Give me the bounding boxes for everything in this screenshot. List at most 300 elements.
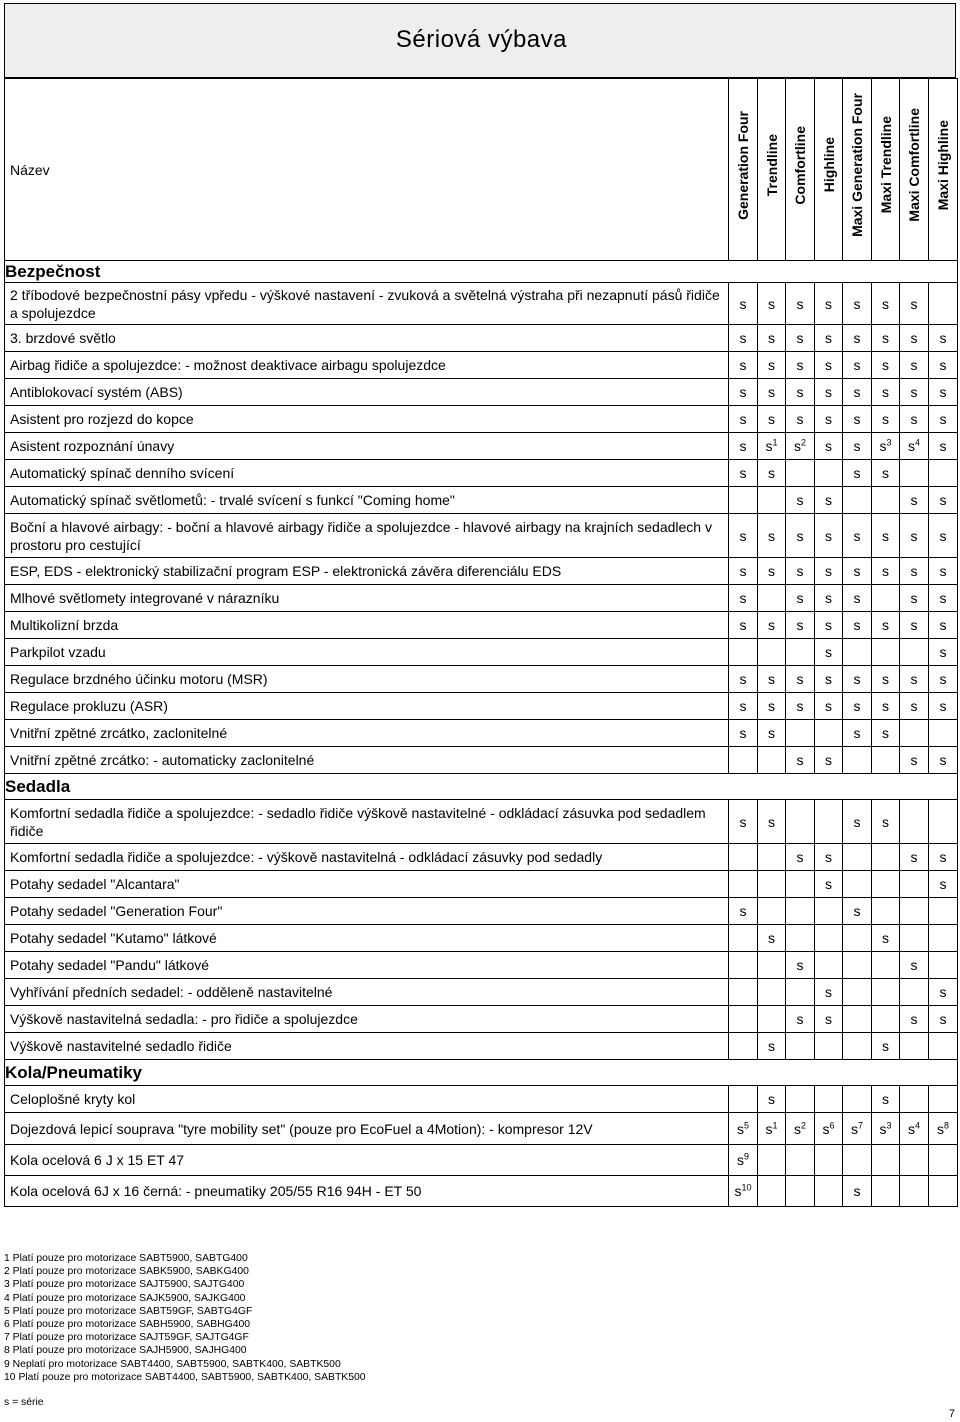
availability-cell [786,639,815,666]
footnote: 7 Platí pouze pro motorizace SAJT59GF, SAJTG4GF [4,1332,249,1344]
availability-cell [786,325,815,352]
availability-cell [786,379,815,406]
availability-cell [900,1145,929,1176]
availability-cell [758,693,786,720]
feature-name: Automatický spínač světlometů: - trvalé svícení s funkcí "Coming home" [5,487,729,514]
column-label: Maxi Highline [935,119,951,211]
availability-cell [815,898,843,925]
footnote: 1 Platí pouze pro motorizace SABT5900, SABTG400 [4,1253,248,1264]
footnote: 5 Platí pouze pro motorizace SABT59GF, SABTG4GF [4,1305,253,1317]
availability-cell [872,612,900,639]
table-row [5,1086,958,1113]
feature-name: Komfortní sedadla řidiče a spolujezdce: - výškově nastavitelná - odkládací zásuvky pod sedadly [5,844,729,871]
availability-cell [929,639,958,666]
feature-name: Mlhové světlomety integrované v nárazníku [5,585,729,612]
availability-cell [815,666,843,693]
availability-mark: s [796,330,804,346]
availability-cell [900,352,929,379]
availability-cell [815,514,843,558]
column-header-maxi-trendline [872,79,900,261]
availability-mark: s [796,295,804,312]
feature-name: Potahy sedadel "Kutamo" látkové [5,925,729,952]
availability-mark: s [853,617,861,633]
availability-cell [872,720,900,747]
availability-mark: s [939,384,947,400]
availability-mark: s [825,752,832,768]
availability-cell [900,379,929,406]
availability-mark: s [739,465,747,481]
availability-cell [929,1006,958,1033]
availability-cell [758,898,786,925]
table-row [5,871,958,898]
availability-cell [872,1033,900,1060]
availability-cell [786,514,815,558]
table-row [5,1145,958,1176]
equipment-table [4,78,958,1207]
availability-mark: s [768,411,775,427]
table-row [5,720,958,747]
availability-cell [843,352,872,379]
feature-name: Parkpilot vzadu [5,639,729,666]
availability-cell [900,1113,929,1145]
availability-cell [758,487,786,514]
availability-mark: s [910,411,918,427]
availability-cell [900,639,929,666]
availability-cell [929,283,958,325]
availability-cell [758,952,786,979]
availability-cell [729,747,758,774]
availability-cell [900,406,929,433]
table-row [5,800,958,844]
availability-cell [758,844,786,871]
availability-cell [729,460,758,487]
availability-mark: s [739,563,747,579]
availability-cell [843,585,872,612]
availability-mark: s [853,411,861,427]
availability-mark: s [939,438,947,454]
availability-cell [929,460,958,487]
availability-mark: s [939,357,947,373]
footnote-ref: 8 [943,1119,949,1130]
availability-cell [900,871,929,898]
availability-cell [815,1033,843,1060]
availability-cell [758,406,786,433]
availability-mark: s [853,590,861,606]
availability-cell [758,433,786,460]
availability-cell [729,612,758,639]
feature-name: Celoplošné kryty kol [5,1086,729,1113]
availability-mark: s [822,1120,830,1137]
feature-name: Airbag řidiče a spolujezdce: - možnost deaktivace airbagu spolujezdce [5,352,729,379]
availability-cell [900,1176,929,1207]
footnote-ref: 5 [743,1119,749,1130]
availability-mark: s [739,527,747,544]
availability-cell [786,558,815,585]
availability-mark: s [768,527,775,544]
table-row [5,460,958,487]
availability-mark: s [825,295,832,312]
column-header-highline [815,79,843,261]
availability-cell [929,433,958,460]
availability-cell [758,639,786,666]
availability-mark: s [796,1011,804,1027]
availability-cell [900,666,929,693]
availability-cell [729,720,758,747]
availability-cell [929,747,958,774]
availability-cell [843,1145,872,1176]
availability-mark: s [939,849,947,865]
availability-cell [900,558,929,585]
availability-cell [758,1113,786,1145]
availability-mark: s [939,617,947,633]
availability-cell [815,487,843,514]
availability-cell [758,871,786,898]
availability-cell [758,1006,786,1033]
availability-cell [872,379,900,406]
availability-mark: s [910,752,918,768]
availability-mark: s [853,563,861,579]
availability-cell [729,487,758,514]
feature-name: Boční a hlavové airbagy: - boční a hlavové airbagy řidiče a spolujezdce - hlavové airbagy na krajních sedadlech v prostoru pro cestující [5,514,729,558]
feature-name: Kola ocelová 6J x 16 černá: - pneumatiky 205/55 R16 94H - ET 50 [5,1176,729,1207]
availability-cell [786,800,815,844]
footnote: 3 Platí pouze pro motorizace SAJT5900, SAJTG400 [4,1279,245,1291]
availability-cell [786,487,815,514]
availability-cell [872,406,900,433]
availability-cell [929,1176,958,1207]
section-heading: Sedadla [5,774,958,800]
table-row [5,585,958,612]
availability-cell [843,283,872,325]
availability-cell [843,379,872,406]
availability-cell [729,1145,758,1176]
availability-mark: s [739,330,747,346]
availability-mark: s [853,330,861,346]
footnote-ref: 9 [743,1151,749,1162]
availability-cell [900,747,929,774]
footnote: 8 Platí pouze pro motorizace SAJH5900, SAJHG400 [4,1345,247,1357]
availability-cell [786,693,815,720]
table-row [5,952,958,979]
availability-mark: s [882,930,889,946]
availability-cell [872,1006,900,1033]
availability-cell [786,1113,815,1145]
availability-cell [843,1176,872,1207]
footnote-ref: 10 [741,1182,752,1193]
availability-mark: s [796,411,804,427]
table-row [5,558,958,585]
availability-cell [729,952,758,979]
availability-mark: s [796,590,804,606]
feature-name: Antiblokovací systém (ABS) [5,379,729,406]
footnote-ref: 4 [914,437,920,448]
table-row [5,693,958,720]
availability-cell [872,747,900,774]
availability-cell [929,1033,958,1060]
table-row [5,1113,958,1145]
availability-mark: s [939,411,947,427]
availability-mark: s [910,617,918,633]
availability-cell [900,612,929,639]
table-row [5,898,958,925]
availability-mark: s [939,671,947,687]
availability-cell [929,898,958,925]
availability-cell [843,639,872,666]
availability-cell [929,585,958,612]
availability-mark: s [853,671,861,687]
availability-cell [843,612,872,639]
availability-cell [786,1006,815,1033]
title-banner [4,3,956,78]
column-label: Highline [820,137,837,193]
availability-cell [786,979,815,1006]
availability-mark: s [939,644,947,660]
availability-mark: s [853,725,861,741]
availability-cell [929,952,958,979]
availability-cell [872,844,900,871]
availability-cell [815,639,843,666]
availability-cell [758,325,786,352]
footnote: 9 Neplatí pro motorizace SABT4400, SABT5900, SABTK400, SABTK500 [4,1358,341,1370]
feature-name: Dojezdová lepicí souprava "tyre mobility set" (pouze pro EcoFuel a 4Motion): - kompresor 12V [5,1113,729,1145]
availability-cell [900,844,929,871]
availability-cell [872,1086,900,1113]
availability-cell [929,1113,958,1145]
feature-name: Komfortní sedadla řidiče a spolujezdce: - sedadlo řidiče výškově nastavitelné - odkládací zásuvka pod sedadlem řidiče [5,800,729,844]
feature-name: 3. brzdové světlo [5,325,729,352]
availability-cell [758,1033,786,1060]
availability-mark: s [882,671,889,687]
availability-cell [815,844,843,871]
availability-mark: s [825,698,832,714]
availability-mark: s [910,563,918,579]
feature-name: ESP, EDS - elektronický stabilizační program ESP - elektronická závěra diferenciálu EDS [5,558,729,585]
feature-name: Vnitřní zpětné zrcátko: - automaticky zaclonitelné [5,747,729,774]
availability-cell [815,871,843,898]
availability-cell [900,433,929,460]
footnote: 4 Platí pouze pro motorizace SAJK5900, SAJKG400 [4,1292,246,1304]
availability-mark: s [736,1120,744,1137]
availability-cell [786,1176,815,1207]
availability-cell [729,1086,758,1113]
availability-mark: s [768,563,775,579]
availability-mark: s [736,1152,744,1168]
availability-cell [815,1176,843,1207]
feature-name: Výškově nastavitelné sedadlo řidiče [5,1033,729,1060]
availability-cell [758,666,786,693]
availability-cell [786,1086,815,1113]
availability-cell [758,925,786,952]
availability-mark: s [768,617,775,633]
availability-mark: s [882,617,889,633]
availability-cell [929,925,958,952]
availability-cell [872,800,900,844]
table-row [5,639,958,666]
availability-mark: s [768,1038,775,1054]
table-row [5,747,958,774]
availability-cell [872,639,900,666]
availability-mark: s [765,1120,773,1137]
feature-name: Vnitřní zpětné zrcátko, zaclonitelné [5,720,729,747]
feature-name: Asistent pro rozjezd do kopce [5,406,729,433]
availability-mark: s [768,1091,775,1107]
availability-cell [815,800,843,844]
availability-cell [872,487,900,514]
availability-cell [843,720,872,747]
table-row [5,979,958,1006]
availability-mark: s [825,984,832,1000]
availability-mark: s [739,725,747,741]
name-column-header: Název [5,79,729,261]
availability-mark: s [768,930,775,946]
availability-cell [900,487,929,514]
availability-cell [758,379,786,406]
availability-cell [900,514,929,558]
table-row [5,283,958,325]
availability-mark: s [796,671,804,687]
availability-mark: s [853,698,861,714]
availability-cell [872,898,900,925]
availability-cell [729,585,758,612]
availability-mark: s [882,563,889,579]
availability-cell [815,1113,843,1145]
availability-mark: s [825,590,832,606]
availability-cell [900,460,929,487]
availability-cell [929,406,958,433]
availability-mark: s [793,1120,801,1137]
availability-mark: s [796,527,804,544]
availability-mark: s [825,384,832,400]
availability-cell [929,979,958,1006]
availability-cell [843,844,872,871]
availability-cell [872,460,900,487]
availability-mark: s [768,357,775,373]
availability-mark: s [939,876,947,892]
feature-name: Výškově nastavitelná sedadla: - pro řidiče a spolujezdce [5,1006,729,1033]
availability-cell [872,514,900,558]
availability-mark: s [853,1183,861,1199]
availability-cell [758,1145,786,1176]
availability-mark: s [825,644,832,660]
availability-cell [758,558,786,585]
footnote-ref: 7 [857,1119,863,1130]
availability-cell [815,747,843,774]
availability-cell [758,720,786,747]
availability-mark: s [910,330,918,346]
feature-name: Potahy sedadel "Pandu" látkové [5,952,729,979]
availability-cell [872,352,900,379]
availability-mark: s [739,813,747,830]
availability-cell [843,558,872,585]
availability-mark: s [939,698,947,714]
availability-cell [729,379,758,406]
availability-cell [843,898,872,925]
availability-cell [758,352,786,379]
availability-mark: s [910,698,918,714]
availability-mark: s [739,590,747,606]
availability-cell [929,514,958,558]
availability-cell [872,325,900,352]
table-row [5,1006,958,1033]
availability-cell [843,406,872,433]
table-row [5,1176,958,1207]
availability-mark: s [879,1120,887,1137]
availability-cell [729,558,758,585]
table-row [5,433,958,460]
availability-cell [872,558,900,585]
availability-mark: s [882,1091,889,1107]
availability-cell [843,1006,872,1033]
column-label: Maxi Generation Four [849,93,865,237]
footnote-ref: 2 [800,437,806,448]
availability-cell [786,747,815,774]
availability-mark: s [853,438,861,454]
section-heading: Kola/Pneumatiky [5,1060,958,1086]
availability-cell [929,871,958,898]
availability-mark: s [853,384,861,400]
column-label: Maxi Trendline [877,116,894,214]
table-row [5,925,958,952]
availability-mark: s [796,617,804,633]
footnote-ref: 3 [886,437,892,448]
availability-cell [900,283,929,325]
feature-name: Kola ocelová 6 J x 15 ET 47 [5,1145,729,1176]
column-label: Maxi Comfortline [906,108,922,222]
availability-mark: s [796,849,804,865]
availability-cell [729,406,758,433]
availability-mark: s [910,384,918,400]
availability-mark: s [768,725,775,741]
availability-cell [900,720,929,747]
availability-cell [900,925,929,952]
availability-cell [758,979,786,1006]
availability-cell [900,325,929,352]
footnote: 10 Platí pouze pro motorizace SABT4400, SABT5900, SABTK400, SABTK500 [4,1371,366,1383]
availability-cell [872,1113,900,1145]
availability-cell [929,720,958,747]
availability-cell [900,693,929,720]
availability-cell [815,952,843,979]
page-title: Sériová výbava [395,26,567,53]
availability-cell [758,283,786,325]
availability-mark: s [882,411,889,427]
availability-cell [900,952,929,979]
availability-cell [872,666,900,693]
availability-cell [843,1113,872,1145]
availability-mark: s [796,384,804,400]
feature-name: Regulace brzdného účinku motoru (MSR) [5,666,729,693]
availability-cell [786,585,815,612]
availability-mark: s [825,849,832,865]
availability-cell [786,283,815,325]
availability-cell [929,612,958,639]
availability-mark: s [825,357,832,373]
availability-cell [815,693,843,720]
availability-cell [758,1176,786,1207]
availability-mark: s [825,527,832,544]
availability-mark: s [910,357,918,373]
availability-cell [786,898,815,925]
column-header-maxi-generation-four [843,79,872,261]
availability-mark: s [910,957,918,973]
section-row [5,261,958,283]
column-header-generation-four [729,79,758,261]
availability-cell [929,844,958,871]
table-row [5,1033,958,1060]
availability-mark: s [939,330,947,346]
availability-cell [758,612,786,639]
availability-mark: s [796,752,804,768]
